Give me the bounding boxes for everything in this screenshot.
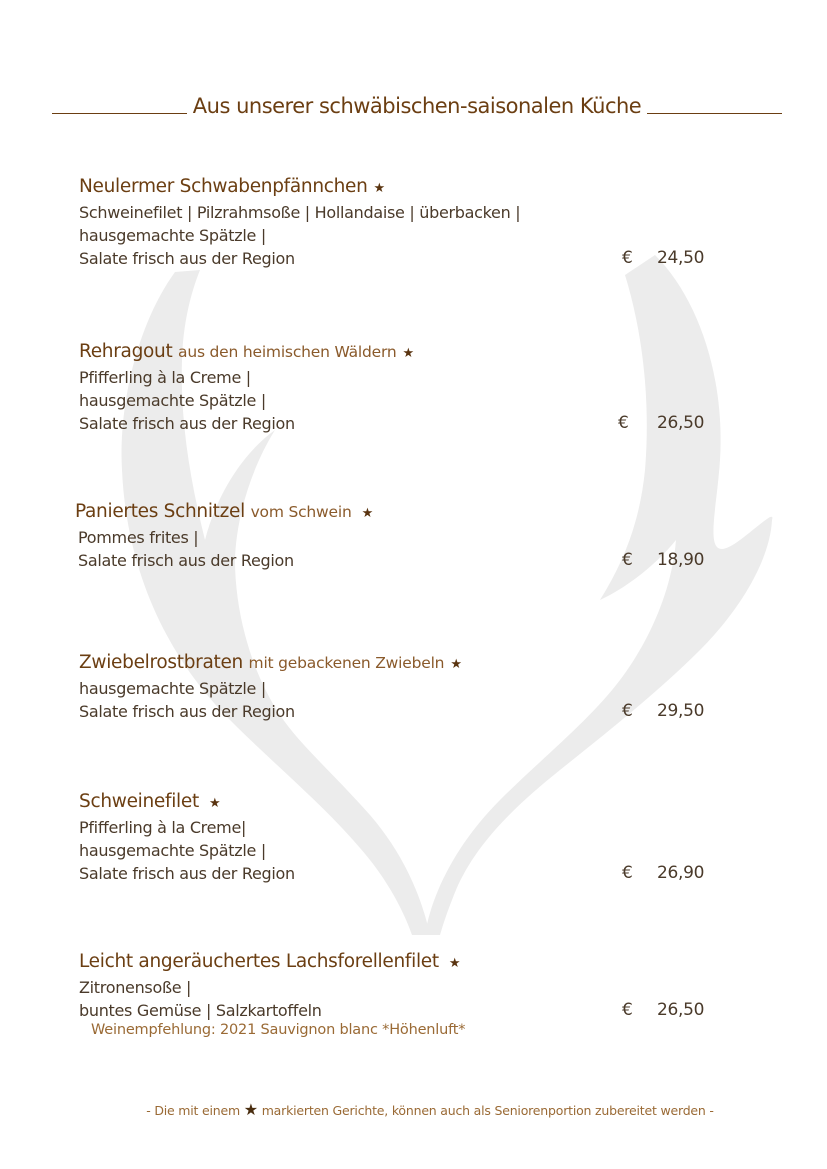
dish-price: 26,50 xyxy=(657,1000,705,1020)
star-icon: ★ xyxy=(208,796,221,811)
dish-description-line: hausgemachte Spätzle | xyxy=(79,841,266,860)
dish-name: Schweinefilet xyxy=(79,791,199,812)
euro-sign: € xyxy=(622,863,633,883)
dish-description-line: Salate frisch aus der Region xyxy=(79,249,295,268)
dish-description-line: Salate frisch aus der Region xyxy=(79,414,295,433)
dish-price: 29,50 xyxy=(657,701,705,721)
footnote-text-after: markierten Gerichte, können auch als Seniorenportion zubereitet werden - xyxy=(261,1103,714,1118)
section-heading xyxy=(52,94,782,118)
dish-title xyxy=(75,500,725,526)
euro-sign: € xyxy=(622,550,633,570)
dish-price: 26,90 xyxy=(657,863,705,883)
star-icon: ★ xyxy=(373,181,385,196)
dish-title xyxy=(79,651,729,677)
dish-description-line: Pommes frites | xyxy=(78,528,199,547)
dish-name: Zwiebelrostbraten xyxy=(79,652,243,673)
dish-description-line: Zitronensoße | xyxy=(79,978,192,997)
dish-title xyxy=(79,340,729,366)
dish-title xyxy=(79,790,729,816)
dish-price: 18,90 xyxy=(657,550,705,570)
star-icon: ★ xyxy=(361,506,373,521)
star-icon: ★ xyxy=(243,1100,258,1119)
dish-title xyxy=(79,175,729,201)
heading-rule-right xyxy=(647,113,782,114)
footnote xyxy=(0,1100,827,1119)
dish-description-line: hausgemachte Spätzle | xyxy=(79,391,266,410)
dish-name: Rehragout xyxy=(79,341,173,362)
dish-item xyxy=(79,175,729,270)
footnote-text-before: - Die mit einem xyxy=(146,1103,240,1118)
dish-price-row xyxy=(79,412,729,435)
dish-description-line: hausgemachte Spätzle | xyxy=(79,679,266,698)
dish-item xyxy=(79,651,729,723)
euro-sign: € xyxy=(622,1000,633,1020)
dish-item xyxy=(79,950,729,1022)
dish-description-line: Salate frisch aus der Region xyxy=(79,702,295,721)
dish-price-row xyxy=(79,999,729,1022)
dish-description-line: buntes Gemüse | Salzkartoffeln xyxy=(79,1001,322,1020)
dish-description-line: Pfifferling à la Creme | xyxy=(79,368,251,387)
wine-recommendation: Weinempfehlung: 2021 Sauvignon blanc *Höhenluft* xyxy=(91,1022,466,1038)
dish-name: Paniertes Schnitzel xyxy=(75,501,245,522)
dish-title xyxy=(79,950,729,976)
euro-sign: € xyxy=(618,413,629,433)
dish-item xyxy=(75,500,725,572)
dish-item xyxy=(79,790,729,885)
euro-sign: € xyxy=(622,248,633,268)
dish-name: Leicht angeräuchertes Lachsforellenfilet xyxy=(79,951,439,972)
dish-description-line: Pfifferling à la Creme| xyxy=(79,818,247,837)
dish-name: Neulermer Schwabenpfännchen xyxy=(79,176,368,197)
euro-sign: € xyxy=(622,701,633,721)
section-title: Aus unserer schwäbischen-saisonalen Küche xyxy=(192,94,642,118)
dish-subtitle: mit gebackenen Zwiebeln xyxy=(248,654,445,672)
dish-price-row xyxy=(79,700,729,723)
dish-description-line: Schweinefilet | Pilzrahmsoße | Hollandaise | überbacken | xyxy=(79,203,521,222)
dish-price: 26,50 xyxy=(657,413,705,433)
dish-price: 24,50 xyxy=(657,248,705,268)
star-icon: ★ xyxy=(448,956,461,971)
dish-subtitle: aus den heimischen Wäldern xyxy=(178,343,397,361)
dish-price-row xyxy=(79,862,729,885)
dish-price-row xyxy=(79,247,729,270)
dish-description-line: Salate frisch aus der Region xyxy=(79,864,295,883)
dish-price-row xyxy=(75,549,725,572)
star-icon: ★ xyxy=(402,346,414,361)
dish-description-line: Salate frisch aus der Region xyxy=(78,551,294,570)
dish-subtitle: vom Schwein xyxy=(250,503,352,521)
dish-description-line: hausgemachte Spätzle | xyxy=(79,226,266,245)
star-icon: ★ xyxy=(450,657,462,672)
dish-item xyxy=(79,340,729,435)
heading-rule-left xyxy=(52,113,187,114)
